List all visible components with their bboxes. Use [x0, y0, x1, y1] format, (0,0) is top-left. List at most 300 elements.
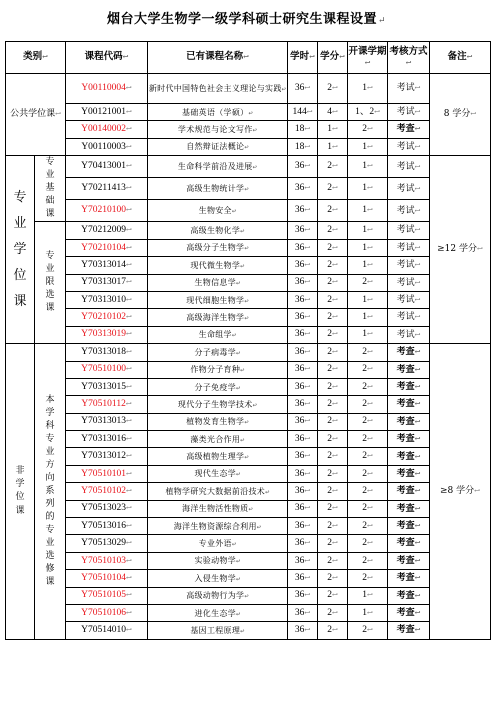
course-hours [288, 178, 318, 200]
cell-mark: ↩ [126, 487, 132, 495]
course-hours-text: 36 [294, 503, 305, 514]
course-credits [318, 396, 348, 413]
course-semester-text: 2 [362, 364, 367, 375]
course-semester [348, 178, 388, 200]
course-credits-text: 2 [327, 242, 332, 253]
course-code-text: Y70510100 [81, 364, 127, 375]
course-assessment [388, 274, 430, 291]
cell-mark: ↩ [304, 125, 311, 134]
course-credits [318, 361, 348, 378]
cell-mark: ↩ [126, 573, 132, 582]
course-credits [318, 483, 348, 500]
table-row [6, 483, 491, 500]
course-code-text: Y70210102 [81, 312, 127, 323]
cell-mark: ↩ [126, 365, 132, 374]
header-code: 课程代码↩ [66, 42, 148, 74]
course-code [66, 200, 148, 222]
cell-mark: ↩ [366, 626, 373, 635]
course-name-text: 现代生态学 [194, 469, 236, 479]
course-assessment-text: 考查 [396, 503, 415, 514]
course-name [148, 605, 288, 622]
course-assessment-text: 考试 [396, 312, 415, 323]
cell-mark: ↩ [331, 417, 338, 426]
course-name-text: 高级植物生理学 [186, 452, 245, 462]
course-code [66, 74, 148, 104]
cell-mark: ↩ [304, 313, 311, 322]
course-assessment-text: 考查 [396, 416, 415, 427]
course-semester [348, 378, 388, 395]
cell-mark: ↩ [304, 84, 311, 93]
course-assessment-text: 考查 [396, 590, 415, 601]
course-assessment [388, 518, 430, 535]
course-semester [348, 257, 388, 274]
table-row [6, 291, 491, 308]
cell-mark: ↩ [304, 434, 311, 443]
cell-mark: ↩ [366, 365, 373, 374]
cell-mark: ↩ [414, 226, 421, 235]
course-credits [318, 570, 348, 587]
course-hours-text: 36 [294, 312, 305, 323]
course-code [66, 413, 148, 430]
course-name [148, 291, 288, 308]
cell-mark: ↩ [414, 261, 421, 270]
course-name [148, 396, 288, 413]
cell-mark: ↩ [236, 470, 241, 479]
cell-mark: ↩ [125, 142, 132, 151]
course-assessment [388, 104, 430, 121]
course-name [148, 448, 288, 465]
cell-mark: ↩ [366, 382, 373, 391]
course-credits [318, 622, 348, 639]
header-assessment: 考核方式↩ [388, 42, 430, 74]
cell-mark: ↩ [236, 348, 241, 357]
course-hours-text: 36 [294, 486, 305, 496]
course-name-text: 现代细胞生物学 [186, 295, 245, 305]
cell-mark: ↩ [231, 331, 237, 340]
table-row [6, 326, 491, 343]
course-name-text: 生物安全 [198, 206, 232, 216]
course-credits-text: 4 [327, 106, 332, 117]
cell-mark: ↩ [304, 295, 311, 304]
course-semester-text: 2 [362, 468, 367, 479]
cell-mark: ↩ [304, 382, 311, 391]
course-hours-text: 144 [292, 106, 307, 117]
cell-mark: ↩ [366, 608, 373, 617]
course-hours-text: 36 [294, 183, 305, 194]
course-assessment [388, 413, 430, 430]
course-code [66, 570, 148, 587]
cell-mark: ↩ [304, 539, 311, 548]
course-semester [348, 200, 388, 222]
course-code-text: Y70510104 [81, 572, 127, 583]
cell-mark: ↩ [331, 521, 338, 530]
course-hours [288, 274, 318, 291]
course-name-text: 自然辩证法概论 [186, 142, 245, 152]
course-assessment-text: 考查 [396, 124, 415, 135]
course-semester-text: 1 [362, 259, 367, 270]
course-semester [348, 222, 388, 239]
course-semester [348, 448, 388, 465]
course-name [148, 257, 288, 274]
course-code [66, 431, 148, 448]
course-code-text: Y00110003 [81, 141, 126, 152]
cell-mark: ↩ [244, 592, 249, 601]
course-assessment-text: 考查 [396, 608, 415, 619]
course-semester-text: 2 [362, 555, 367, 566]
course-hours [288, 291, 318, 308]
course-name-text: 实验动物学 [194, 556, 236, 566]
table-row [6, 396, 491, 413]
course-code [66, 587, 148, 604]
course-name [148, 465, 288, 482]
cell-mark: ↩ [240, 227, 245, 235]
cell-mark: ↩ [366, 521, 373, 530]
course-code-text: Y70313016 [81, 433, 127, 444]
course-credits [318, 344, 348, 361]
course-semester [348, 552, 388, 569]
course-assessment-text: 考查 [396, 521, 415, 532]
course-assessment [388, 326, 430, 343]
course-hours [288, 587, 318, 604]
cell-mark: ↩ [240, 261, 245, 270]
table-row [6, 222, 491, 239]
course-assessment-text: 考查 [396, 468, 415, 479]
course-code-text: Y70510102 [81, 486, 127, 496]
course-credits-text: 2 [327, 312, 332, 323]
cell-mark: ↩ [331, 125, 338, 134]
course-credits-text: 2 [327, 381, 332, 392]
table-row [6, 309, 491, 326]
course-credits [318, 552, 348, 569]
course-credits [318, 326, 348, 343]
cell-mark: ↩ [304, 487, 311, 495]
cell-mark: ↩ [304, 573, 311, 582]
course-hours [288, 138, 318, 155]
course-hours-text: 36 [294, 399, 305, 410]
course-assessment-text: 考查 [396, 381, 415, 392]
group-non-degree-sub-text: 本 学 科 专 业 方 向 系 列 的 专 业 选 修 课 [45, 394, 55, 588]
course-hours-text: 36 [294, 468, 305, 479]
header-row [6, 42, 491, 74]
cell-mark: ↩ [366, 504, 373, 513]
cell-mark: ↩ [470, 110, 477, 119]
table-row [6, 465, 491, 482]
course-code-text: Y70210100 [81, 205, 127, 216]
course-code [66, 257, 148, 274]
cell-mark: ↩ [304, 184, 311, 193]
course-semester-text: 1 [362, 590, 367, 601]
course-assessment-text: 考试 [396, 260, 415, 271]
course-code-text: Y00121001 [81, 106, 127, 117]
course-assessment [388, 178, 430, 200]
course-hours-text: 36 [294, 451, 305, 462]
course-assessment-text: 考查 [396, 486, 415, 497]
course-name [148, 156, 288, 178]
course-assessment-text: 考试 [396, 277, 415, 288]
course-assessment [388, 483, 430, 500]
cell-mark: ↩ [331, 382, 338, 391]
cell-mark: ↩ [126, 434, 132, 443]
course-semester [348, 291, 388, 308]
cell-mark: ↩ [366, 487, 373, 495]
course-credits [318, 587, 348, 604]
course-semester [348, 344, 388, 361]
course-credits-text: 2 [327, 468, 332, 479]
course-semester [348, 465, 388, 482]
course-credits-text: 2 [327, 399, 332, 410]
course-semester [348, 413, 388, 430]
cell-mark: ↩ [244, 313, 249, 322]
cell-mark: ↩ [414, 399, 421, 409]
course-name-text: 学术规范与论文写作 [177, 124, 253, 134]
course-assessment-text: 考试 [396, 183, 415, 194]
course-semester-text: 2 [362, 451, 367, 462]
course-assessment-text: 考试 [396, 329, 415, 340]
course-credits-text: 1 [327, 141, 332, 152]
course-name [148, 178, 288, 200]
course-hours [288, 121, 318, 138]
table-row [6, 378, 491, 395]
course-name [148, 138, 288, 155]
course-name-text: 专业外语 [198, 539, 232, 549]
course-credits-text: 2 [327, 416, 332, 427]
cell-mark: ↩ [414, 625, 421, 635]
course-name-text: 藻类光合作用 [190, 434, 241, 444]
course-code [66, 239, 148, 256]
cell-mark: ↩ [331, 452, 338, 461]
header-name: 已有课程名称↩ [148, 42, 288, 74]
course-credits-text: 2 [327, 161, 332, 172]
course-name-text: 生物信息学 [194, 278, 236, 288]
course-code [66, 104, 148, 121]
cell-mark: ↩ [126, 347, 132, 356]
cell-mark: ↩ [331, 295, 338, 304]
table-row [6, 587, 491, 604]
note-major [430, 156, 491, 344]
course-credits-text: 2 [327, 183, 332, 194]
course-credits [318, 257, 348, 274]
cell-mark: ↩ [331, 591, 338, 600]
cell-mark: ↩ [366, 591, 373, 600]
cell-mark: ↩ [240, 366, 245, 375]
table-row [6, 274, 491, 291]
course-hours-text: 36 [294, 225, 305, 236]
course-hours-text: 36 [294, 555, 305, 566]
cell-mark: ↩ [414, 555, 421, 565]
course-code [66, 605, 148, 622]
cell-mark: ↩ [126, 452, 132, 461]
course-code-text: Y70510106 [81, 607, 127, 618]
course-semester-text: 2 [362, 538, 367, 549]
course-hours [288, 465, 318, 482]
course-hours [288, 483, 318, 500]
course-name-text: 高级动物行为学 [186, 591, 245, 601]
cell-mark: ↩ [126, 243, 132, 252]
course-hours-text: 36 [294, 259, 305, 270]
course-semester [348, 605, 388, 622]
course-name [148, 587, 288, 604]
course-assessment [388, 361, 430, 378]
course-semester-text: 1 [362, 161, 367, 172]
course-semester-text: 2 [362, 486, 367, 496]
cell-mark: ↩ [126, 417, 132, 426]
cell-mark: ↩ [331, 626, 338, 635]
cell-mark: ↩ [126, 162, 132, 171]
course-hours-text: 36 [294, 433, 305, 444]
cell-mark: ↩ [304, 591, 311, 600]
course-semester [348, 431, 388, 448]
header-credits: 学分↩ [318, 42, 348, 74]
header-hours: 学时↩ [288, 42, 318, 74]
cell-mark: ↩ [366, 330, 373, 339]
course-semester [348, 121, 388, 138]
course-code-text: Y70514010 [81, 625, 127, 636]
cell-mark: ↩ [331, 469, 338, 478]
table-row [6, 156, 491, 178]
cell-mark: ↩ [304, 452, 311, 461]
cell-mark: ↩ [126, 504, 132, 513]
table-row [6, 500, 491, 517]
course-assessment [388, 257, 430, 274]
course-assessment-text: 考试 [396, 141, 415, 152]
course-credits [318, 518, 348, 535]
course-assessment [388, 570, 430, 587]
course-name-text: 生命科学前沿及进展 [177, 162, 253, 172]
cell-mark: ↩ [414, 364, 421, 374]
cell-mark: ↩ [252, 125, 258, 134]
table-row [6, 448, 491, 465]
course-credits-text: 2 [327, 433, 332, 444]
cell-mark: ↩ [474, 487, 481, 496]
course-credits-text: 2 [327, 83, 332, 94]
course-credits-text: 2 [327, 625, 332, 636]
cell-mark: ↩ [244, 296, 249, 305]
course-hours [288, 361, 318, 378]
cell-mark: ↩ [414, 206, 421, 215]
cell-mark: ↩ [304, 162, 311, 171]
course-hours [288, 535, 318, 552]
course-code-text: Y70413001 [81, 161, 127, 172]
course-name-text: 高级海洋生物学 [186, 312, 245, 322]
cell-mark: ↩ [304, 521, 311, 530]
cell-mark: ↩ [126, 278, 132, 287]
cell-mark: ↩ [304, 556, 311, 565]
course-assessment [388, 552, 430, 569]
cell-mark: ↩ [126, 556, 132, 565]
course-hours [288, 552, 318, 569]
group-major-basic-text: 专 业 基 础 课 [45, 157, 55, 220]
course-assessment-text: 考试 [396, 205, 415, 216]
cell-mark: ↩ [126, 260, 132, 269]
course-name [148, 500, 288, 517]
table-row [6, 622, 491, 639]
course-hours-text: 36 [294, 277, 305, 288]
table-row [6, 605, 491, 622]
course-code [66, 156, 148, 178]
course-hours [288, 309, 318, 326]
course-credits-text: 2 [327, 364, 332, 375]
cell-mark: ↩ [231, 540, 237, 549]
cell-mark: ↩ [126, 539, 132, 548]
course-credits [318, 138, 348, 155]
course-semester [348, 483, 388, 500]
cell-mark: ↩ [366, 84, 373, 93]
course-name [148, 570, 288, 587]
cell-mark: ↩ [126, 591, 132, 600]
course-assessment-text: 考查 [396, 364, 415, 375]
course-credits-text: 2 [327, 538, 332, 549]
table-row [6, 361, 491, 378]
course-code [66, 309, 148, 326]
cell-mark: ↩ [366, 400, 373, 409]
group-major [6, 156, 35, 344]
cell-mark: ↩ [126, 330, 132, 339]
course-semester-text: 2 [362, 381, 367, 392]
course-credits-text: 2 [327, 503, 332, 514]
course-semester [348, 535, 388, 552]
course-code [66, 361, 148, 378]
course-semester [348, 309, 388, 326]
cell-mark: ↩ [304, 608, 311, 617]
course-semester-text: 2 [362, 124, 367, 135]
course-hours-text: 36 [294, 520, 305, 531]
group-non-degree [6, 344, 35, 640]
cell-mark: ↩ [374, 107, 380, 116]
cell-mark: ↩ [331, 278, 338, 287]
course-code [66, 326, 148, 343]
table-row [6, 518, 491, 535]
course-code-text: Y70313014 [81, 259, 127, 270]
course-credits-text: 2 [327, 277, 332, 288]
course-name-text: 基因工程原理 [190, 625, 241, 635]
course-name [148, 239, 288, 256]
course-semester [348, 74, 388, 104]
course-semester [348, 570, 388, 587]
course-code-text: Y70210104 [81, 242, 127, 253]
group-non-degree-text: 非 学 位 课 [15, 466, 25, 516]
cell-mark: ↩ [366, 469, 373, 478]
course-hours-text: 18 [294, 141, 305, 152]
course-assessment-text: 考查 [396, 538, 415, 549]
cell-mark: ↩ [304, 226, 311, 235]
course-code-text: Y70513029 [81, 538, 127, 549]
course-semester-text: 1 [362, 607, 367, 618]
course-name-text: 现代分子生物学技术 [177, 399, 253, 409]
cell-mark: ↩ [125, 84, 132, 93]
course-assessment [388, 431, 430, 448]
cell-mark: ↩ [231, 207, 237, 216]
course-semester-text: 1 [362, 329, 367, 340]
course-hours-text: 36 [294, 329, 305, 340]
cell-mark: ↩ [126, 206, 132, 215]
course-hours-text: 36 [294, 205, 305, 216]
course-hours [288, 257, 318, 274]
cell-mark: ↩ [304, 260, 311, 269]
course-semester-text: 1 [362, 294, 367, 305]
table-row [6, 413, 491, 430]
course-name [148, 326, 288, 343]
course-code [66, 344, 148, 361]
course-semester-text: 2 [362, 399, 367, 410]
course-code [66, 465, 148, 482]
cell-mark: ↩ [248, 108, 253, 117]
group-major-elective-text: 专 业 限 选 课 [45, 251, 55, 314]
header-note: 备注↩ [430, 42, 491, 74]
course-code [66, 448, 148, 465]
course-name-text: 作物分子育种 [190, 365, 241, 375]
group-public [6, 74, 66, 156]
course-credits [318, 465, 348, 482]
